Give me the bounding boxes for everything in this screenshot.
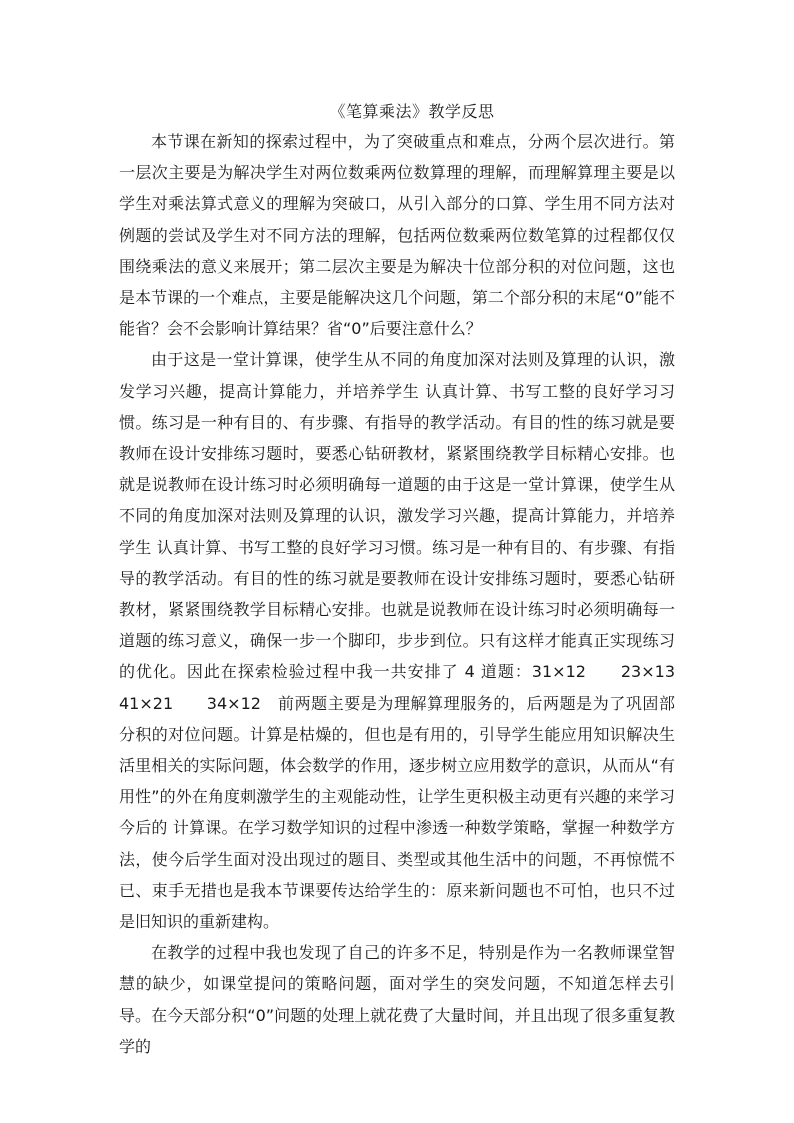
paragraph-2: 由于这是一堂计算课，使学生从不同的角度加深对法则及算理的认识，激发学习兴趣，提高计算能力，并培养学生 认真计算、书写工整的良好学习习惯。练习是一种有目的、有步骤、有指导的教学活动。有目的性的练习就是要教师在设计安排练习题时，要悉心钻研教材，紧紧围绕教学目标精心安排。也就是说教师在设计练习时必须明确每一道题的由于这是一堂计算课，使学生从不同的角度加深对法则及算理的认识，激发学习兴趣，提高计算能力，并培养学生 认真计算、书写工整的良好学习习惯。练习是一种有目的、有步骤、有指导的教学活动。有目的性的练习就是要教师在设计安排练习题时，要悉心钻研教材，紧紧围绕教学目标精心安排。也就是说教师在设计练习时必须明确每一道题的练习意义，确保一步一个脚印，步步到位。只有这样才能真正实现练习的优化。因此在探索检验过程中我一共安排了 4 道题：31×12 23×13 41×21 34×12 前两题主要是为理解算理服务的，后两题是为了巩固部分积的对位问题。计算是枯燥的，但也是有用的，引导学生能应用知识解决生活里相关的实际问题，体会数学的作用，逐步树立应用数学的意识，从而从“有用性”的外在角度刺激学生的主观能动性，让学生更积极主动更有兴趣的来学习今后的 计算课。在学习数学知识的过程中渗透一种数学策略，掌握一种数学方法，使今后学生面对没出现过的题目、类型或其他生活中的问题，不再惊慌不已、束手无措也是我本节课要传达给学生的：原来新问题也不可怕，也只不过是旧知识的重新建构。 xyxy=(119,350,708,932)
document-title-wrap xyxy=(0,100,794,124)
document-body xyxy=(119,126,708,1062)
document-title: 《笔算乘法》教学反思 xyxy=(329,102,495,121)
paragraph-3: 在教学的过程中我也发现了自己的许多不足，特别是作为一名教师课堂智慧的缺少，如课堂提问的策略问题，面对学生的突发问题，不知道怎样去引导。在今天部分积“0”问题的处理上就花费了大量时间，并且出现了很多重复教学的 xyxy=(119,943,675,1056)
paragraph-1: 本节课在新知的探索过程中，为了突破重点和难点，分两个层次进行。第一层次主要是为解决学生对两位数乘两位数算理的理解，而理解算理主要是以学生对乘法算式意义的理解为突破口，从引入部分的口算、学生用不同方法对例题的尝试及学生对不同方法的理解，包括两位数乘两位数笔算的过程都仅仅围绕乘法的意义来展开；第二层次主要是为解决十位部分积的对位问题，这也是本节课的一个难点，主要是能解决这几个问题，第二个部分积的末尾“0”能不能省？会不会影响计算结果？省“0”后要注意什么？ xyxy=(119,132,675,339)
